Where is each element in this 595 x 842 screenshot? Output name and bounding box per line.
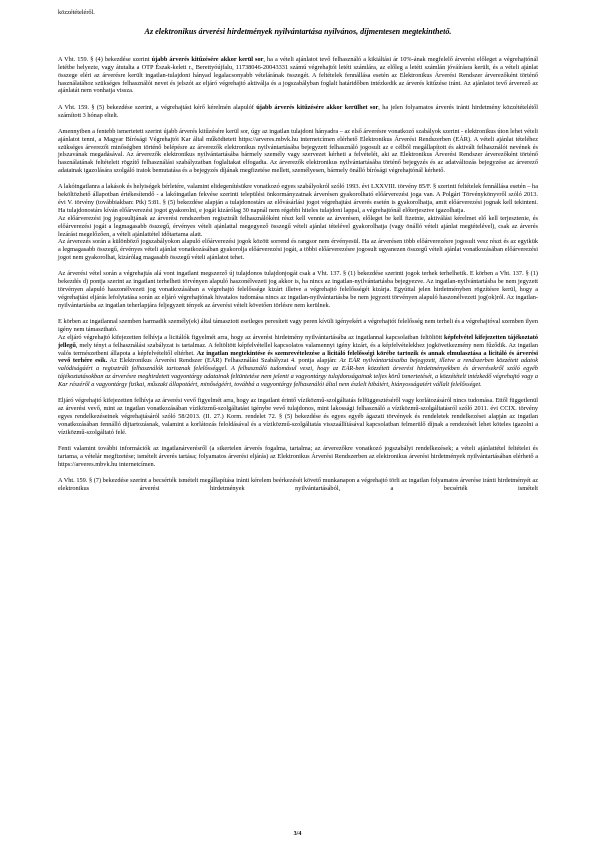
paragraph-encumbrances [58, 270, 538, 309]
paragraph-three-month-rule [58, 104, 538, 120]
paragraph-valuation-request [58, 477, 538, 493]
paragraph-liability-disclaimer [58, 318, 538, 389]
text-run: , ha a vételi ajánlatot tevő felhasználó a kikiáltási ár 10%-ának megfelelő árverési előleget a végrehajtónál letétbe helyezte, vagy átutalta a OTP Észak-keleti r., Berettyóújfalu, 11738046-20043331 számú végrehajtói letéti számlára, az előleg a letéti számlán jóváírásra került, és a vételi ajánlat összege eléri az árverésre került ingatlan-tulajdoni hányad legalacsonyabb vételárának összegét. A feltételek fennállása esetén az Elektronikus Árverési Rendszer árverezőként történő használatához szükséges felhasználói nevet és jelszót az eljáró végrehajtó aktiválja és a jogszabályban foglalt határidőben intézkedik az árverés kitűzése iránt. Az ajánlatot tevő árverező az ajánlatát nem vonhatja vissza. [58, 56, 538, 95]
section-heading: Az elektronikus árverési hirdetmények nyilvántartása nyilvános, díjmentesen megtekinthető. [144, 27, 452, 36]
page-number: 3/4 [293, 831, 302, 837]
bold-text: újabb árverés kitűzésére akkor kerülhet sor [256, 103, 379, 111]
text-run: , ha jelen folyamatos árverés iránti hirdetmény közzétételétől számított 3 hónap eltelt. [58, 103, 539, 119]
text-run: A lakóingatlanra a lakások és helyiségek bérletére, valamint elidegenítésükre vonatkozó egyes szabályokról szóló 1993. évi LXXVIII. törvény 85/F. § szerinti feltételek fennállása esetén – ha beköltözhető állapotban értékesítendő - a lakóingatlan fekvése szerinti települési önkormányzatnak árverésen gyakorolható előárverezési joga van. A Polgári Törvénykönyvről szóló 2013. évi V. törvény (továbbiakban: Ptk) 5:81. § (5) bekezdése alapján a tulajdonostárs az elővásárlási jogot végrehajtási árverés esetén is gyakorolhatja, amit előárverezési jognak kell tekinteni. Ha tulajdonostárs kíván előárverezési jogot gyakorolni, e jogát kizárólag 30 napnál nem régebbi hiteles tulajdoni lappal, a végrehajtónál előterjesztve igazolhatja. [58, 183, 538, 214]
paragraph-electronic-bidding [58, 128, 538, 175]
text-run: Eljáró végrehajtó kifejezetten felhívja az árverési vevő figyelmét arra, hogy az ingatlant érintő víziközmű-szolgáltatás felfüggesztéséről vagy korlátozásáról nincs tudomása. Ettől függetlenül az árverési vevő, mint az ingatlan vonatkozásában víziközmű-szolgáltatást igénybe vevő tulajdonos, mint lakossági felhasználó a víziközmű-szolgáltatásról szóló 2011. évi CCIX. törvény egyes rendelkezéseinek végrehajtásáról szóló 58/2013. (II. 27.) Korm. rendelet 72. § (5) bekezdése és egyes egyéb ágazati törvények és rendeletek rendelkezései alapján az ingatlan vonatkozásában fennálló díjtartozásnak, valamint a korlátozás feloldásával és a víziközmű-szolgáltatás visszaállításával kapcsolatban felmerülő díjnak a rendezését lehet köteles igazolni a víziközmű-szolgáltató felé. [58, 397, 538, 436]
italic-text: Az EÁR nyilvántartásaiba bejegyzett, illetve a rendszerben közzétett adatok valódiságáért a regisztrált felhasználók tartoznak felelősséggel. A felhasználó tudomásul veszi, hogy az EÁR-ben közzétett árverési hirdetményekben és árverésekről szóló egyéb tájékoztatásokban az árverésre meghirdetett vagyontárgy adatainak feltüntetése nem jelenti a vagyontárgy tulajdonságainak teljes körű ismertetését, a közzétételt intézkedő végrehajtó vagy a Kar részéről a vagyontárgy fizikai, műszaki állapotáért, minőségéért, továbbá a vagyontárgy felhasználói által nem észlelt hibáiért, hiányosságaiért vállalt felelősséget. [58, 357, 538, 388]
text-run: , mely tényt a felhasználási szabályzat is tartalmaz. A feltöltött képfelvétellel kapcsolatos valamennyi igény kizárt, és a képfelvételekhez jogkövetkezmény nem fűződik. Az ingatlan valós természetbeni állapota a képfelvételtől eltérhet. [58, 341, 538, 357]
paragraph-further-information [58, 445, 538, 469]
bold-text: Az ingatlan megtekintése és szemrevételezése a licitáló felelősségi körébe tartozik és annak elmulasztása a licitáló és árverési vevő terhére esik. [58, 349, 539, 365]
previous-page-fragment: közzétételéről. [58, 9, 95, 16]
bold-text: újabb árverés kitűzésére akkor kerül sor [151, 56, 264, 63]
bold-text: képfelvétel kifejezetten tájékoztató jellegű [58, 333, 538, 349]
text-run: E körben az ingatlannal szemben harmadik személy(ek) által támasztott esetleges peresített vagy peren kívüli igényekért a végrehajtót felelősség nem terheli és a végrehajtóval szemben ilyen igény nem támasztható. [58, 318, 538, 333]
text-run: Fenti valamint további információk az ingatlanárverésről (a sikertelen árverés fogalma, tartalma; az árverezőkre vonatkozó jogszabályi rendelkezések; a vételi ajánlattétel feltételei és tartama, a vételár megfizetése; ismételt árverés tartása; folyamatos árverési eljárás) az Elektronikus Árverési Rendszerben az elektronikus árverési hirdetmények nyilvántartásában elérhető a https://arveres.mbvk.hu internetcímen. [58, 444, 538, 468]
text-run: Az eljáró végrehajtó kifejezetten felhívja a licitálók figyelmét arra, hogy az árverési hirdetmény nyilvántartásába az ingatlannal kapcsolatban feltöltött [58, 333, 444, 341]
paragraph-new-auction-condition [58, 56, 538, 95]
text-run: A Vht. 159. § (7) bekezdése szerint a becsérték ismételt megállapítása iránti kérelem beérkezését követő munkanapon a végrehajtó törli az ingatlan folyamatos árverése iránti hirdetményét az elektronikus árverési hirdetmények nyilvántartásából, a becsérték ismételt [58, 476, 538, 492]
document-body [58, 56, 538, 501]
paragraph-pre-emption-rights [58, 183, 538, 261]
text-run: Az árverési vétel során a végrehajtás alá vont ingatlant megszerző új tulajdonos tulajdonjogát csak a Vht. 137. § (1) bekezdése szerinti jogok terhek terhelhetik. E körben a Vht. 137. § (1) bekezdés d) pontja szerint az ingatlant terhelheti törvényen alapuló haszonélvezeti jog akkor is, ha nincs az ingatlan-nyilvántartásba bejegyezve. Az ingatlan-nyilvántartásba be nem jegyzett törvényen alapuló haszonélvezeti jog vonatkozásában a végrehajtó felelőssége kizárt illetve a végrehajtó felelősségét kizárja. Egyúttal jelen hirdetményben rögzítésre kerül, hogy a végrehajtási eljárás lefolytatása során az eljáró végrehajtónak hivatalos tudomása nincs az ingatlan-nyilvántartásba be nem jegyzett törvényen alapuló haszonélvezeti jog(ok)ról. Az ingatlan-nyilvántartásba az ingatlan teherlapjára feljegyzett tények az árverési vételt követően törlésre nem kerülnek. [58, 270, 538, 309]
text-run: Amennyiben a fentebb ismertetett szerint újabb árverés kitűzésére kerül sor, úgy az ingatlan tulajdoni hányadra – az első árverésre vonatkozó szabályok szerint - elektronikus úton lehet vételi ajánlatot tenni, a Magyar Bírósági Végrehajtói Kar által működtetett https://arveres.mbvk.hu internetcímen elérhető Elektronikus Árverési Rendszerben (EÁR). A vételi ajánlat tételéhez szükséges árverezői minőségben történő belépésre az árverezők elektronikus nyilvántartásába bejegyzett felhasználó jogosult az e célból megállapított és aktivált felhasználói nevének és jelszavának megadásával. Az árverezők elektronikus nyilvántartásába bármely személy vagy szervezet kérheti a felvételét, aki az Elektronikus Árverési Rendszer árverezőként történő használatának feltételeit rögzítő felhasználási szabályzatban foglaltakat elfogadta. Az árverezők elektronikus nyilvántartásába történő bejegyzés és az adatváltozás bejegyzése az árverező adatainak igazolására szolgáló iratok bemutatása és a bejegyzés díjának megfizetése mellett, személyesen, bármely önálló bírósági végrehajtónál kérhető. [58, 127, 538, 175]
text-run: A Vht. 159. § (4) bekezdése szerint [58, 56, 152, 63]
text-run: Az előárverezési jog jogosultjának az árverési rendszerben regisztrált felhasználóként részt kell vennie az árverésen, előleget be kell fizetnie, aktiválási kérelmet elő kell terjesztenie, és előárverezési jogát a legmagasabb összegű, érvényes vételi ajánlattal megegyező összegű vételi ajánlat tételével gyakorolhatja (vagy önálló vételi ajánlat megtételével), csak az árverés lezárást megelőzően, a vételi ajánlattétel időtartama alatt. [58, 214, 538, 238]
paragraph-water-utility [58, 397, 538, 436]
text-run: Az Elektronikus Árverési Rendszer (EÁR) Felhasználási Szabályzat 4. pontja alapján: [107, 357, 340, 365]
text-run: A Vht. 159. § (5) bekezdése szerint, a végrehajtást kérő kérelmén alapulóf [58, 103, 257, 111]
text-run: Az árverezés során a különböző jogszabályokon alapuló előárverezési jogok között sorrend és rangsor nem érvényesül. Ha az árverésen több előárverezésre jogosult vesz részt és az egyikük a legmagasabb összegű, érvényes vételi ajánlat vonatkozásában gyakorolja előárverezési jogát, a többi előárverezésre jogosult ugyanezen összegű vételi ajánlat vonatkozásában előárverezési jogot nem gyakorolhat, kizárólag magasabb összegű vételi ajánlatot tehet. [58, 238, 538, 262]
